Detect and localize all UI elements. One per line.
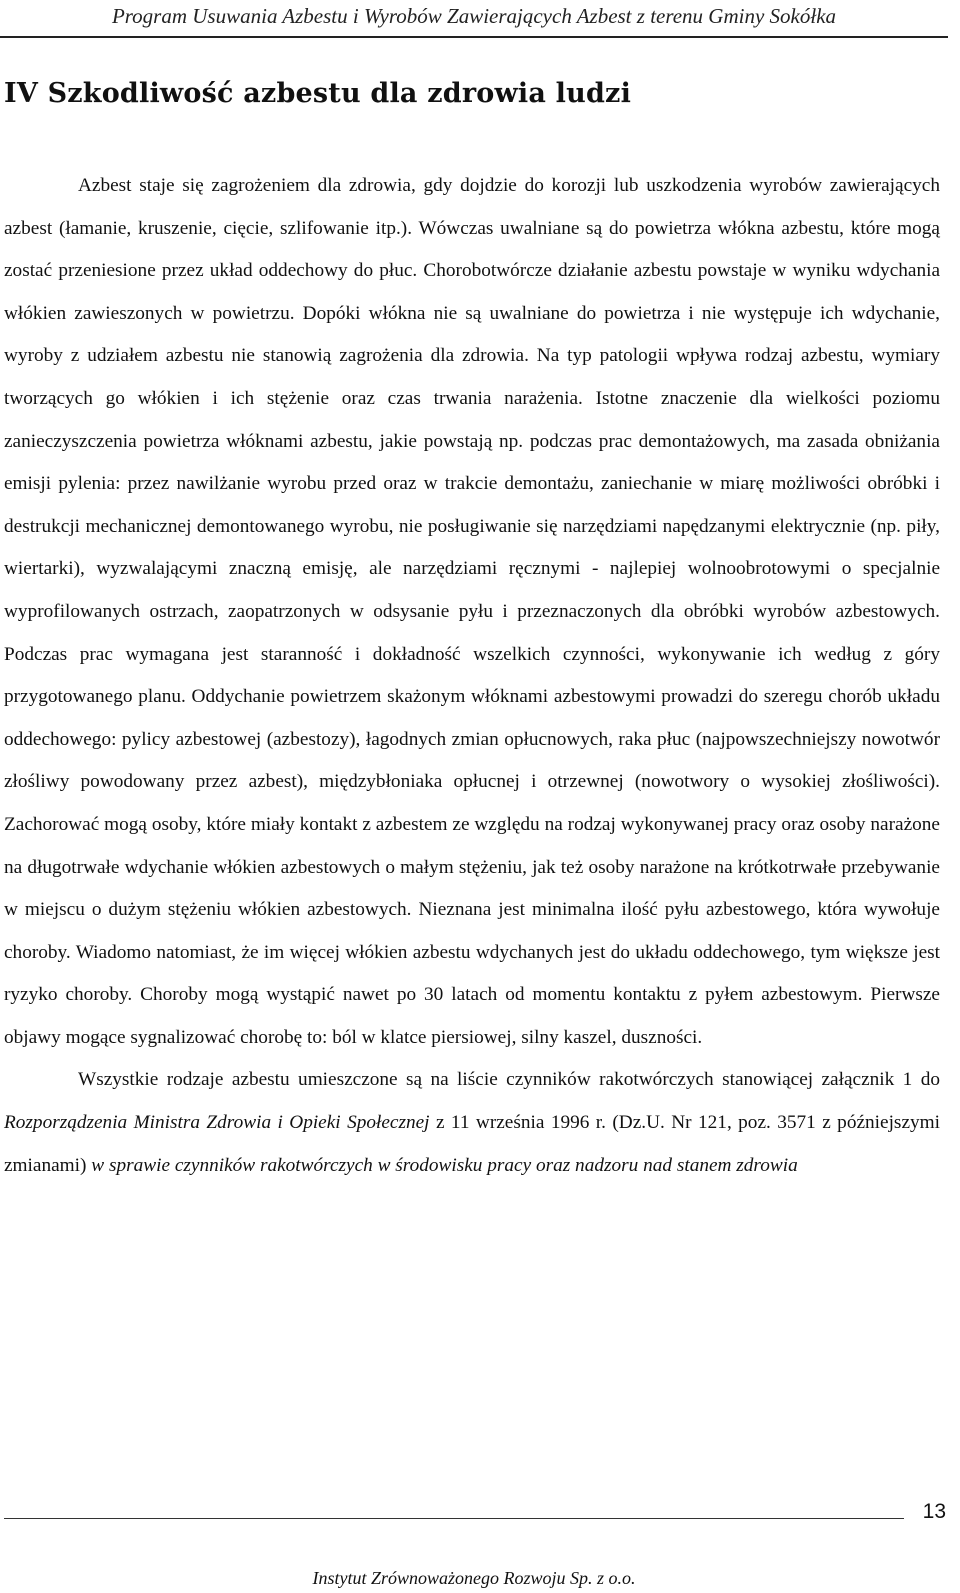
regulation-subject: w sprawie czynników rakotwórczych w środowisku pracy oraz nadzoru nad stanem zdrowia xyxy=(91,1154,798,1176)
running-header xyxy=(0,0,948,38)
running-header-title: Program Usuwania Azbestu i Wyrobów Zawierających Azbest z terenu Gminy Sokółka xyxy=(111,4,837,28)
footer-institute: Instytut Zrównoważonego Rozwoju Sp. z o.o. xyxy=(312,1568,636,1588)
body-text xyxy=(4,165,940,1187)
chapter-heading: IV Szkodliwość azbestu dla zdrowia ludzi xyxy=(4,78,632,109)
footer-divider xyxy=(4,1518,904,1519)
regulation-title: Rozporządzenia Ministra Zdrowia i Opieki Społecznej xyxy=(4,1112,430,1134)
paragraph-regulation-start: Wszystkie rodzaje azbestu umieszczone są na liście czynników rakotwórczych stanowiącej załącznik 1 do xyxy=(78,1069,940,1091)
page-number: 13 xyxy=(922,1500,946,1523)
paragraph-health-effects: Azbest staje się zagrożeniem dla zdrowia, gdy dojdzie do korozji lub uszkodzenia wyrobów zawierających azbest (łamanie, kruszenie, cięcie, szlifowanie itp.). Wówczas uwalniane są do powietrza włókna azbestu, które mogą zostać przeniesione przez układ oddechowy do płuc. Chorobotwórcze działanie azbestu powstaje w wyniku wdychania włókien zawieszonych w powietrzu. Dopóki włókna nie są uwalniane do powietrza i nie występuje ich wdychanie, wyroby z udziałem azbestu nie stanowią zagrożenia dla zdrowia. Na typ patologii wpływa rodzaj azbestu, wymiary tworzących go włókien i ich stężenie oraz czas trwania narażenia. Istotne znaczenie dla wielkości poziomu zanieczyszczenia powietrza włóknami azbestu, jakie powstają np. podczas prac demontażowych, ma zasada obniżania emisji pylenia: przez nawilżanie wyrobu przed oraz w trakcie demontażu, zaniechanie w miarę możliwości obróbki i destrukcji mechanicznej demontowanego wyrobu, nie posługiwanie się narzędziami napędzanymi elektrycznie (np. piły, wiertarki), wyzwalającymi znaczną emisję, ale narzędziami ręcznymi - najlepiej wolnoobrotowymi o specjalnie wyprofilowanych ostrzach, zaopatrzonych w odsysanie pyłu i przeznaczonych dla obróbki wyrobów azbestowych. Podczas prac wymagana jest staranność i dokładność wszelkich czynności, wykonywanie ich według z góry przygotowanego planu. Oddychanie powietrzem skażonym włóknami azbestowymi prowadzi do szeregu chorób układu oddechowego: pylicy azbestowej (azbestozy), łagodnych zmian opłucnowych, raka płuc (najpowszechniejszy nowotwór złośliwy powodowany przez azbest), międzybłoniaka opłucnej i otrzewnej (nowotwory o wysokiej złośliwości). Zachorować mogą osoby, które miały kontakt z azbestem ze względu na rodzaj wykonywanej pracy oraz osoby narażone na długotrwałe wdychanie włókien azbestowych o małym stężeniu, jak też osoby narażone na krótkotrwałe przebywanie w miejscu o dużym stężeniu włókien azbestowych. Nieznana jest minimalna ilość pyłu azbestowego, która wywołuje choroby. Wiadomo natomiast, że im więcej włókien azbestu wdychanych jest do układu oddechowego, tym większe jest ryzyko choroby. Choroby mogą wystąpić nawet po 30 latach od momentu kontaktu z pyłem azbestowym. Pierwsze objawy mogące sygnalizować chorobę to: ból w klatce piersiowej, silny kaszel, duszności. xyxy=(4,175,940,1048)
regulation-citation: z 11 września 1996 r. (Dz.U. Nr 121, poz. 3571 z późniejszymi zmianami) xyxy=(4,1112,940,1176)
paragraph-regulation xyxy=(4,1059,940,1187)
